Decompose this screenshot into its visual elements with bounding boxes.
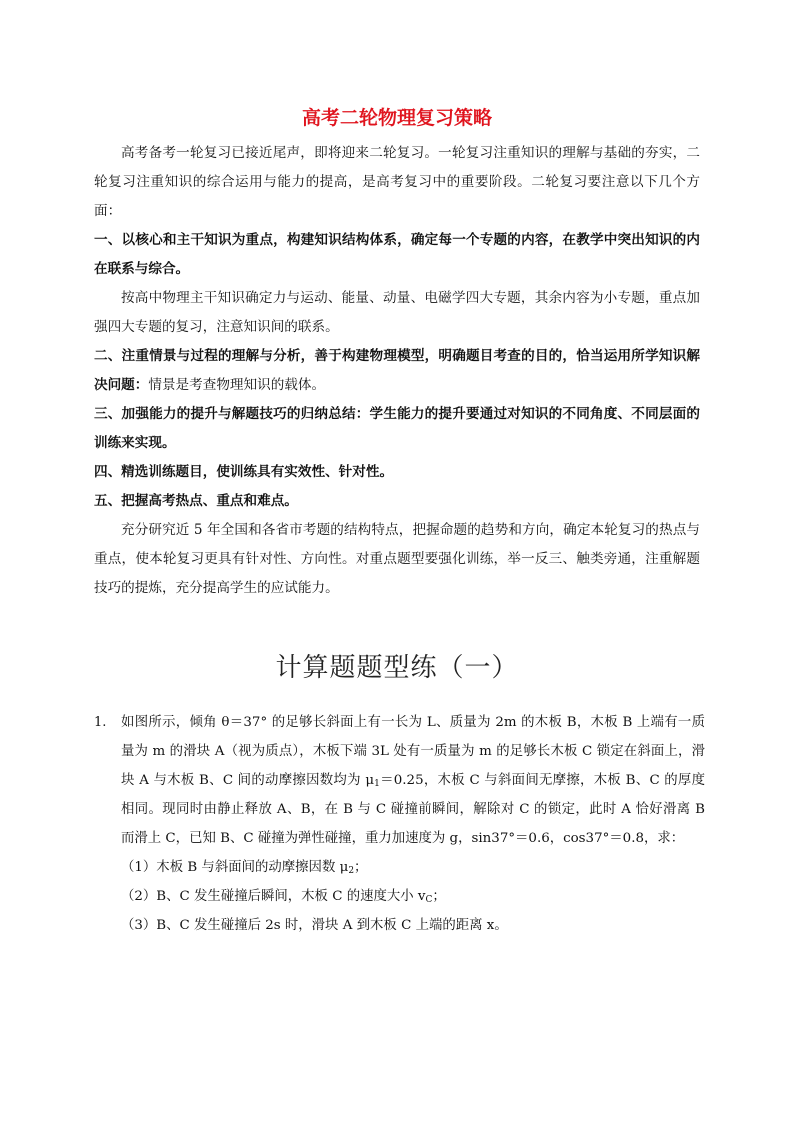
point-5-body: 充分研究近 5 年全国和各省市考题的结构特点，把握命题的趋势和方向，确定本轮复习的热点与重点，使本轮复习更具有针对性、方向性。对重点题型要强化训练，举一反三、触类旁通，注重解题技巧的提炼，充分提高学生的应试能力。 [94,522,700,596]
point-4-heading: 四、精选训练题目，使训练具有实效性、针对性。 [94,464,394,480]
mu2-subscript: 2 [348,866,355,876]
point-2-paragraph [94,342,700,400]
intro-paragraph: 高考备考一轮复习已接近尾声，即将迎来二轮复习。一轮复习注重知识的理解与基础的夯实，二轮复习注重知识的综合运用与能力的提高，是高考复习中的重要阶段。二轮复习要注意以下几个方面： [94,145,700,219]
question-number: 1. [94,715,107,730]
sub-question-3: （3）B、C 发生碰撞后 2s 时，滑块 A 到木板 C 上端的距离 x。 [121,918,508,933]
question-stem-part-b: ＝0.25，木板 C 与斜面间无摩擦，木板 B、C 的厚度相同。现同时由静止释放 A、B，在 B 与 C 碰撞前瞬间，解除对 C 的锁定，此时 A 恰好滑离 B 而滑上 C，已知 B、C 碰撞为弹性碰撞，重力加速度为 g，sin37°＝0.6，cos37°＝0.8，求： [121,773,706,846]
point-3-heading: 三、加强能力的提升与解题技巧的归纳总结：学生能力的提升要通过对知识的不同角度、不同层面的训练来实现。 [94,406,700,451]
sub-question-1-end: ； [354,860,368,875]
document-title: 高考二轮物理复习策略 [301,107,492,129]
sub-question-2-end: ； [432,889,446,904]
point-1-heading: 一、以核心和主干知识为重点，构建知识结构体系，确定每一个专题的内容，在教学中突出知识的内在联系与综合。 [94,232,700,277]
point-2-tail: 情景是考查物理知识的载体。 [148,377,326,393]
point-2-heading: 二、注重情景与过程的理解与分析，善于构建物理模型，明确题目考查的目的，恰当运用所学知识解决问题： [94,348,700,393]
sub-question-1-text: （1）木板 B 与斜面间的动摩擦因数 μ [121,860,349,875]
sub-question-2 [121,882,705,911]
section-title: 计算题题型练（一） [275,653,519,683]
point-5-heading: 五、把握高考热点、重点和难点。 [94,493,298,509]
sub-question-1 [121,853,705,882]
point-1-body: 按高中物理主干知识确定力与运动、能量、动量、电磁学四大专题，其余内容为小专题，重点加强四大专题的复习，注意知识间的联系。 [94,290,700,335]
strategy-body [94,139,700,603]
question-stem-part-a: 如图所示，倾角 θ＝37° 的足够长斜面上有一长为 L、质量为 2m 的木板 B，木板 B 上端有一质量为 m 的滑块 A（视为质点），木板下端 3L 处有一质量为 m 的足够长木板 C 锁定在斜面上，滑块 A 与木板 B、C 间的动摩擦因数均为 μ [121,715,705,788]
mu1-subscript: 1 [374,779,380,789]
question-body [121,708,705,940]
vc-subscript: C [425,895,433,905]
question-stem [121,708,705,853]
sub-question-2-text: （2）B、C 发生碰撞后瞬间，木板 C 的速度大小 v [121,889,426,904]
